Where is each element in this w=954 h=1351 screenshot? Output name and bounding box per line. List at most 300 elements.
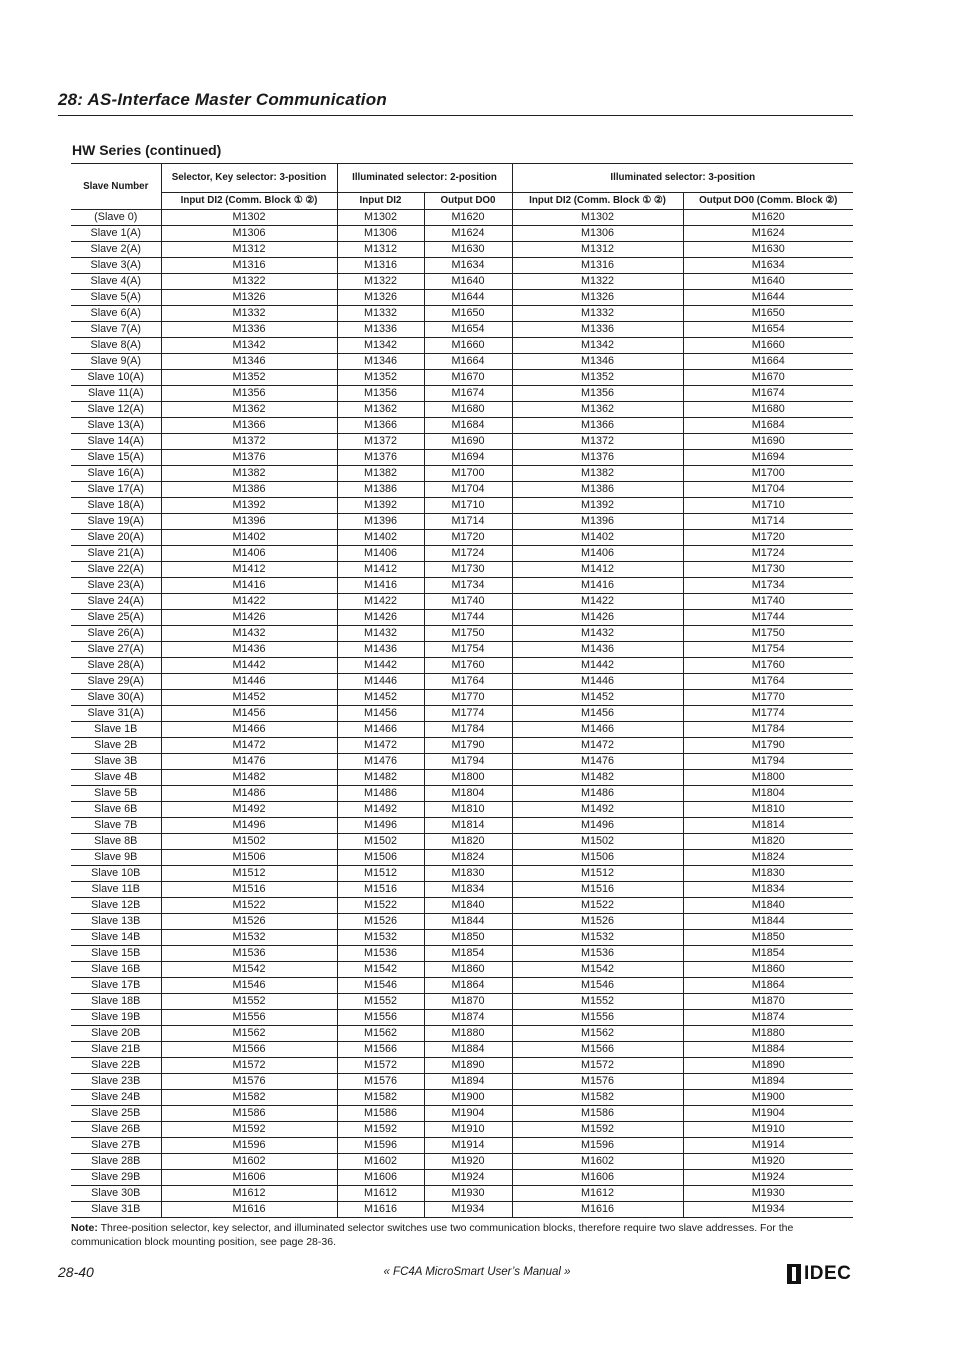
address-cell: M1582: [512, 1090, 683, 1106]
table-row: [71, 978, 853, 994]
address-cell: M1302: [337, 210, 424, 226]
address-cell: M1486: [161, 786, 337, 802]
address-cell: M1322: [161, 274, 337, 290]
address-cell: M1694: [683, 450, 853, 466]
address-cell: M1770: [424, 690, 512, 706]
slave-number-cell: Slave 24B: [71, 1090, 161, 1106]
address-cell: M1466: [512, 722, 683, 738]
address-cell: M1904: [683, 1106, 853, 1122]
address-cell: M1552: [512, 994, 683, 1010]
address-cell: M1312: [337, 242, 424, 258]
address-cell: M1342: [161, 338, 337, 354]
address-cell: M1362: [337, 402, 424, 418]
address-cell: M1740: [683, 594, 853, 610]
address-cell: M1472: [337, 738, 424, 754]
address-cell: M1406: [161, 546, 337, 562]
address-cell: M1596: [161, 1138, 337, 1154]
address-cell: M1512: [337, 866, 424, 882]
table-row: [71, 370, 853, 386]
address-cell: M1506: [337, 850, 424, 866]
table-row: [71, 1042, 853, 1058]
address-cell: M1506: [512, 850, 683, 866]
address-cell: M1744: [424, 610, 512, 626]
table-row: [71, 850, 853, 866]
address-cell: M1562: [512, 1026, 683, 1042]
address-cell: M1386: [512, 482, 683, 498]
table-row: [71, 498, 853, 514]
address-cell: M1606: [512, 1170, 683, 1186]
address-cell: M1506: [161, 850, 337, 866]
address-cell: M1616: [512, 1202, 683, 1218]
address-cell: M1476: [337, 754, 424, 770]
address-cell: M1442: [161, 658, 337, 674]
address-cell: M1880: [683, 1026, 853, 1042]
slave-number-cell: Slave 8(A): [71, 338, 161, 354]
address-cell: M1650: [683, 306, 853, 322]
address-cell: M1900: [683, 1090, 853, 1106]
address-cell: M1764: [683, 674, 853, 690]
address-cell: M1804: [683, 786, 853, 802]
address-cell: M1382: [161, 466, 337, 482]
address-cell: M1814: [683, 818, 853, 834]
slave-number-cell: Slave 18(A): [71, 498, 161, 514]
address-cell: M1820: [683, 834, 853, 850]
slave-number-cell: Slave 20B: [71, 1026, 161, 1042]
idec-logo-icon: [787, 1264, 801, 1284]
table-row: [71, 1138, 853, 1154]
slave-number-cell: Slave 28B: [71, 1154, 161, 1170]
table-body: [71, 210, 853, 1218]
address-cell: M1860: [424, 962, 512, 978]
address-cell: M1616: [337, 1202, 424, 1218]
address-cell: M1326: [161, 290, 337, 306]
slave-number-cell: Slave 20(A): [71, 530, 161, 546]
slave-number-cell: Slave 12(A): [71, 402, 161, 418]
table-row: [71, 402, 853, 418]
section-title: HW Series (continued): [72, 142, 222, 158]
address-cell: M1714: [683, 514, 853, 530]
address-cell: M1436: [337, 642, 424, 658]
subheader-c5: Output DO0 (Comm. Block ②): [683, 193, 853, 210]
table-row: [71, 1058, 853, 1074]
address-cell: M1624: [683, 226, 853, 242]
address-cell: M1416: [512, 578, 683, 594]
slave-number-cell: Slave 29B: [71, 1170, 161, 1186]
slave-number-cell: Slave 22B: [71, 1058, 161, 1074]
address-cell: M1924: [424, 1170, 512, 1186]
address-cell: M1332: [337, 306, 424, 322]
address-cell: M1920: [424, 1154, 512, 1170]
address-cell: M1332: [161, 306, 337, 322]
address-cell: M1502: [161, 834, 337, 850]
slave-number-cell: Slave 27(A): [71, 642, 161, 658]
address-cell: M1346: [512, 354, 683, 370]
address-cell: M1352: [512, 370, 683, 386]
address-cell: M1466: [337, 722, 424, 738]
table-row: [71, 466, 853, 482]
address-cell: M1784: [424, 722, 512, 738]
subheader-c3: Output DO0: [424, 193, 512, 210]
address-cell: M1406: [337, 546, 424, 562]
address-cell: M1456: [512, 706, 683, 722]
address-cell: M1720: [683, 530, 853, 546]
address-cell: M1900: [424, 1090, 512, 1106]
table-row: [71, 962, 853, 978]
address-cell: M1552: [337, 994, 424, 1010]
address-cell: M1612: [161, 1186, 337, 1202]
table-row: [71, 882, 853, 898]
address-cell: M1476: [512, 754, 683, 770]
slave-number-cell: Slave 10(A): [71, 370, 161, 386]
table-row: [71, 354, 853, 370]
address-cell: M1824: [424, 850, 512, 866]
slave-number-cell: Slave 3B: [71, 754, 161, 770]
idec-logo-text: IDEC: [804, 1263, 852, 1284]
slave-number-cell: (Slave 0): [71, 210, 161, 226]
address-cell: M1442: [512, 658, 683, 674]
address-cell: M1372: [512, 434, 683, 450]
address-cell: M1332: [512, 306, 683, 322]
table-row: [71, 1122, 853, 1138]
address-cell: M1810: [424, 802, 512, 818]
header-illuminated-3pos: Illuminated selector: 3-position: [512, 164, 853, 193]
address-cell: M1492: [161, 802, 337, 818]
address-cell: M1372: [337, 434, 424, 450]
address-cell: M1894: [683, 1074, 853, 1090]
table-row: [71, 482, 853, 498]
address-cell: M1690: [683, 434, 853, 450]
address-cell: M1452: [337, 690, 424, 706]
address-cell: M1734: [683, 578, 853, 594]
table-row: [71, 1010, 853, 1026]
address-cell: M1496: [512, 818, 683, 834]
address-cell: M1376: [161, 450, 337, 466]
address-cell: M1764: [424, 674, 512, 690]
address-cell: M1526: [512, 914, 683, 930]
address-cell: M1930: [424, 1186, 512, 1202]
table-subheader-row: [71, 193, 853, 210]
address-cell: M1326: [337, 290, 424, 306]
address-cell: M1644: [683, 290, 853, 306]
address-cell: M1620: [424, 210, 512, 226]
address-cell: M1456: [161, 706, 337, 722]
address-cell: M1864: [683, 978, 853, 994]
address-cell: M1754: [424, 642, 512, 658]
address-cell: M1860: [683, 962, 853, 978]
address-cell: M1674: [424, 386, 512, 402]
address-cell: M1432: [161, 626, 337, 642]
address-cell: M1302: [512, 210, 683, 226]
table-row: [71, 706, 853, 722]
slave-number-cell: Slave 1B: [71, 722, 161, 738]
address-cell: M1634: [683, 258, 853, 274]
address-cell: M1710: [683, 498, 853, 514]
address-cell: M1452: [161, 690, 337, 706]
table-row: [71, 898, 853, 914]
address-cell: M1422: [512, 594, 683, 610]
address-cell: M1426: [512, 610, 683, 626]
address-cell: M1316: [161, 258, 337, 274]
address-cell: M1356: [337, 386, 424, 402]
address-cell: M1592: [512, 1122, 683, 1138]
slave-number-cell: Slave 29(A): [71, 674, 161, 690]
slave-number-cell: Slave 13B: [71, 914, 161, 930]
address-cell: M1396: [512, 514, 683, 530]
address-cell: M1934: [683, 1202, 853, 1218]
address-cell: M1446: [337, 674, 424, 690]
table-row: [71, 626, 853, 642]
address-cell: M1476: [161, 754, 337, 770]
address-cell: M1392: [161, 498, 337, 514]
page-number: 28-40: [58, 1264, 94, 1280]
chapter-title: 28: AS-Interface Master Communication: [58, 90, 387, 109]
address-cell: M1616: [161, 1202, 337, 1218]
address-cell: M1406: [512, 546, 683, 562]
address-cell: M1516: [161, 882, 337, 898]
address-cell: M1630: [683, 242, 853, 258]
address-cell: M1302: [161, 210, 337, 226]
address-cell: M1546: [512, 978, 683, 994]
address-cell: M1572: [512, 1058, 683, 1074]
address-cell: M1416: [161, 578, 337, 594]
address-cell: M1854: [424, 946, 512, 962]
address-cell: M1754: [683, 642, 853, 658]
address-cell: M1306: [337, 226, 424, 242]
address-cell: M1710: [424, 498, 512, 514]
address-cell: M1790: [424, 738, 512, 754]
address-cell: M1532: [161, 930, 337, 946]
slave-number-cell: Slave 25B: [71, 1106, 161, 1122]
address-cell: M1382: [512, 466, 683, 482]
slave-number-cell: Slave 11B: [71, 882, 161, 898]
address-cell: M1890: [424, 1058, 512, 1074]
slave-number-cell: Slave 21(A): [71, 546, 161, 562]
address-cell: M1844: [424, 914, 512, 930]
address-cell: M1496: [337, 818, 424, 834]
table-row: [71, 546, 853, 562]
slave-number-cell: Slave 15(A): [71, 450, 161, 466]
address-cell: M1446: [161, 674, 337, 690]
address-cell: M1624: [424, 226, 512, 242]
table-row: [71, 290, 853, 306]
address-cell: M1366: [161, 418, 337, 434]
address-cell: M1664: [424, 354, 512, 370]
address-cell: M1356: [161, 386, 337, 402]
address-cell: M1810: [683, 802, 853, 818]
address-cell: M1402: [337, 530, 424, 546]
address-cell: M1316: [512, 258, 683, 274]
address-cell: M1562: [161, 1026, 337, 1042]
address-cell: M1432: [337, 626, 424, 642]
slave-number-cell: Slave 14(A): [71, 434, 161, 450]
address-cell: M1316: [337, 258, 424, 274]
address-cell: M1844: [683, 914, 853, 930]
address-cell: M1820: [424, 834, 512, 850]
header-illuminated-2pos: Illuminated selector: 2-position: [337, 164, 512, 193]
table-row: [71, 642, 853, 658]
slave-number-cell: Slave 26(A): [71, 626, 161, 642]
address-cell: M1526: [337, 914, 424, 930]
address-cell: M1650: [424, 306, 512, 322]
slave-number-cell: Slave 2(A): [71, 242, 161, 258]
table-row: [71, 802, 853, 818]
address-cell: M1336: [512, 322, 683, 338]
slave-number-cell: Slave 2B: [71, 738, 161, 754]
idec-logo: [787, 1263, 851, 1285]
address-cell: M1592: [161, 1122, 337, 1138]
slave-number-cell: Slave 19(A): [71, 514, 161, 530]
address-cell: M1730: [683, 562, 853, 578]
address-cell: M1894: [424, 1074, 512, 1090]
address-cell: M1850: [683, 930, 853, 946]
address-cell: M1402: [512, 530, 683, 546]
address-cell: M1322: [512, 274, 683, 290]
address-cell: M1874: [683, 1010, 853, 1026]
address-cell: M1486: [512, 786, 683, 802]
address-cell: M1426: [161, 610, 337, 626]
address-cell: M1576: [337, 1074, 424, 1090]
table-row: [71, 578, 853, 594]
address-cell: M1814: [424, 818, 512, 834]
address-cell: M1352: [161, 370, 337, 386]
address-cell: M1724: [683, 546, 853, 562]
address-cell: M1482: [512, 770, 683, 786]
address-cell: M1804: [424, 786, 512, 802]
address-cell: M1542: [337, 962, 424, 978]
address-cell: M1592: [337, 1122, 424, 1138]
address-cell: M1654: [683, 322, 853, 338]
address-cell: M1586: [512, 1106, 683, 1122]
address-cell: M1684: [424, 418, 512, 434]
address-cell: M1556: [512, 1010, 683, 1026]
slave-number-cell: Slave 13(A): [71, 418, 161, 434]
address-cell: M1914: [424, 1138, 512, 1154]
address-cell: M1516: [512, 882, 683, 898]
address-cell: M1522: [161, 898, 337, 914]
address-cell: M1326: [512, 290, 683, 306]
slave-number-cell: Slave 27B: [71, 1138, 161, 1154]
table-row: [71, 930, 853, 946]
subheader-c1: Input DI2 (Comm. Block ① ②): [161, 193, 337, 210]
table-row: [71, 866, 853, 882]
address-cell: M1362: [512, 402, 683, 418]
address-cell: M1446: [512, 674, 683, 690]
address-cell: M1654: [424, 322, 512, 338]
address-cell: M1402: [161, 530, 337, 546]
slave-number-cell: Slave 12B: [71, 898, 161, 914]
address-cell: M1704: [683, 482, 853, 498]
address-cell: M1522: [337, 898, 424, 914]
address-cell: M1840: [424, 898, 512, 914]
address-cell: M1566: [161, 1042, 337, 1058]
address-cell: M1774: [683, 706, 853, 722]
address-cell: M1924: [683, 1170, 853, 1186]
header-selector-key: Selector, Key selector: 3-position: [161, 164, 337, 193]
address-cell: M1620: [683, 210, 853, 226]
address-cell: M1744: [683, 610, 853, 626]
address-cell: M1602: [161, 1154, 337, 1170]
slave-number-cell: Slave 17B: [71, 978, 161, 994]
address-cell: M1532: [337, 930, 424, 946]
address-cell: M1312: [512, 242, 683, 258]
address-cell: M1606: [161, 1170, 337, 1186]
address-cell: M1870: [424, 994, 512, 1010]
address-cell: M1700: [683, 466, 853, 482]
address-cell: M1492: [337, 802, 424, 818]
address-cell: M1412: [512, 562, 683, 578]
address-cell: M1794: [424, 754, 512, 770]
table-row: [71, 834, 853, 850]
address-cell: M1422: [161, 594, 337, 610]
slave-number-cell: Slave 25(A): [71, 610, 161, 626]
address-cell: M1680: [424, 402, 512, 418]
slave-number-cell: Slave 30(A): [71, 690, 161, 706]
slave-number-cell: Slave 5B: [71, 786, 161, 802]
address-cell: M1562: [337, 1026, 424, 1042]
address-cell: M1432: [512, 626, 683, 642]
address-cell: M1482: [337, 770, 424, 786]
table-row: [71, 610, 853, 626]
slave-number-cell: Slave 4B: [71, 770, 161, 786]
table-row: [71, 1074, 853, 1090]
address-cell: M1582: [161, 1090, 337, 1106]
address-cell: M1572: [161, 1058, 337, 1074]
address-cell: M1482: [161, 770, 337, 786]
address-cell: M1526: [161, 914, 337, 930]
address-cell: M1386: [337, 482, 424, 498]
address-cell: M1854: [683, 946, 853, 962]
address-cell: M1472: [161, 738, 337, 754]
slave-number-cell: Slave 7(A): [71, 322, 161, 338]
subheader-c4: Input DI2 (Comm. Block ① ②): [512, 193, 683, 210]
address-cell: M1644: [424, 290, 512, 306]
address-cell: M1436: [161, 642, 337, 658]
table-row: [71, 946, 853, 962]
address-cell: M1602: [337, 1154, 424, 1170]
address-cell: M1612: [512, 1186, 683, 1202]
address-cell: M1336: [337, 322, 424, 338]
address-cell: M1412: [161, 562, 337, 578]
table-row: [71, 738, 853, 754]
address-cell: M1920: [683, 1154, 853, 1170]
table-row: [71, 786, 853, 802]
address-cell: M1376: [337, 450, 424, 466]
slave-number-cell: Slave 6(A): [71, 306, 161, 322]
address-cell: M1422: [337, 594, 424, 610]
table-row: [71, 594, 853, 610]
table-row: [71, 722, 853, 738]
address-cell: M1366: [337, 418, 424, 434]
slave-number-cell: Slave 31(A): [71, 706, 161, 722]
table-row: [71, 1202, 853, 1218]
address-cell: M1824: [683, 850, 853, 866]
address-cell: M1472: [512, 738, 683, 754]
address-cell: M1760: [683, 658, 853, 674]
address-cell: M1372: [161, 434, 337, 450]
table-row: [71, 562, 853, 578]
table-row: [71, 338, 853, 354]
address-cell: M1800: [424, 770, 512, 786]
address-cell: M1684: [683, 418, 853, 434]
address-cell: M1720: [424, 530, 512, 546]
address-cell: M1306: [512, 226, 683, 242]
address-cell: M1910: [424, 1122, 512, 1138]
header-slave-number: Slave Number: [71, 164, 161, 210]
table-row: [71, 258, 853, 274]
address-cell: M1572: [337, 1058, 424, 1074]
address-cell: M1910: [683, 1122, 853, 1138]
address-cell: M1634: [424, 258, 512, 274]
